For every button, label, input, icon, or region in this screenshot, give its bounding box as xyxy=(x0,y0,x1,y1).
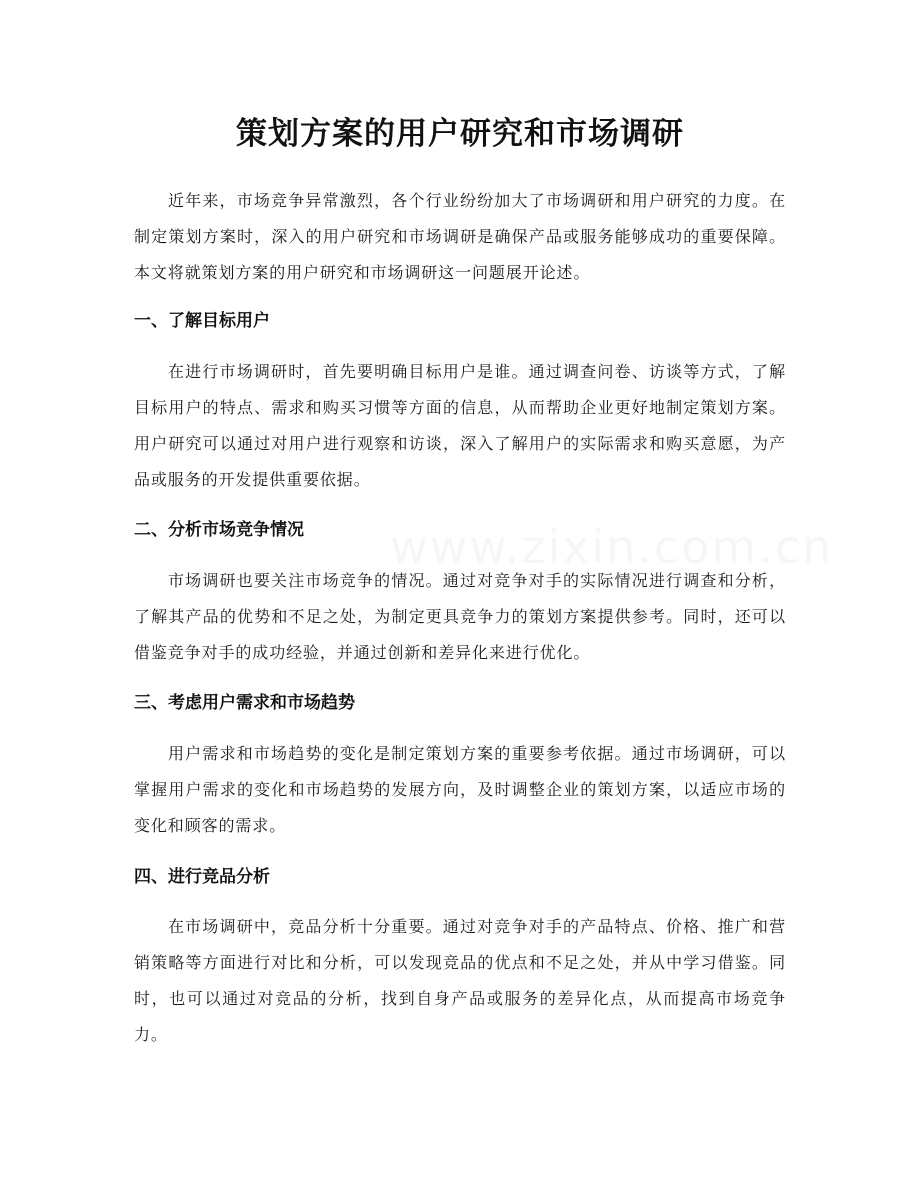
section-body-4: 在市场调研中，竞品分析十分重要。通过对竞争对手的产品特点、价格、推广和营销策略等方面进行对比和分析，可以发现竞品的优点和不足之处，并从中学习借鉴。同时，也可以通过对竞品的分析，找到自身产品或服务的差异化点，从而提高市场竞争力。 xyxy=(134,917,786,1044)
section-body-2: 市场调研也要关注市场竞争的情况。通过对竞争对手的实际情况进行调查和分析，了解其产品的优势和不足之处，为制定更具竞争力的策划方案提供参考。同时，还可以借鉴竞争对手的成功经验，并通过创新和差异化来进行优化。 xyxy=(134,571,786,662)
section-heading-3: 三、考虑用户需求和市场趋势 xyxy=(134,693,355,713)
section-body-3: 用户需求和市场趋势的变化是制定策划方案的重要参考依据。通过市场调研，可以掌握用户需求的变化和市场趋势的发展方向，及时调整企业的策划方案，以适应市场的变化和顾客的需求。 xyxy=(134,744,786,835)
section-heading-4: 四、进行竞品分析 xyxy=(134,867,270,887)
section-heading-2: 二、分析市场竞争情况 xyxy=(134,520,304,540)
intro-paragraph: 近年来，市场竞争异常激烈，各个行业纷纷加大了市场调研和用户研究的力度。在制定策划方案时，深入的用户研究和市场调研是确保产品或服务能够成功的重要保障。本文将就策划方案的用户研究和市场调研这一问题展开论述。 xyxy=(134,191,786,282)
page-title: 策划方案的用户研究和市场调研 xyxy=(236,116,684,152)
section-body-1: 在进行市场调研时，首先要明确目标用户是谁。通过调查问卷、访谈等方式，了解目标用户的特点、需求和购买习惯等方面的信息，从而帮助企业更好地制定策划方案。用户研究可以通过对用户进行观察和访谈，深入了解用户的实际需求和购买意愿，为产品或服务的开发提供重要依据。 xyxy=(134,362,786,489)
section-heading-1: 一、了解目标用户 xyxy=(134,311,270,331)
